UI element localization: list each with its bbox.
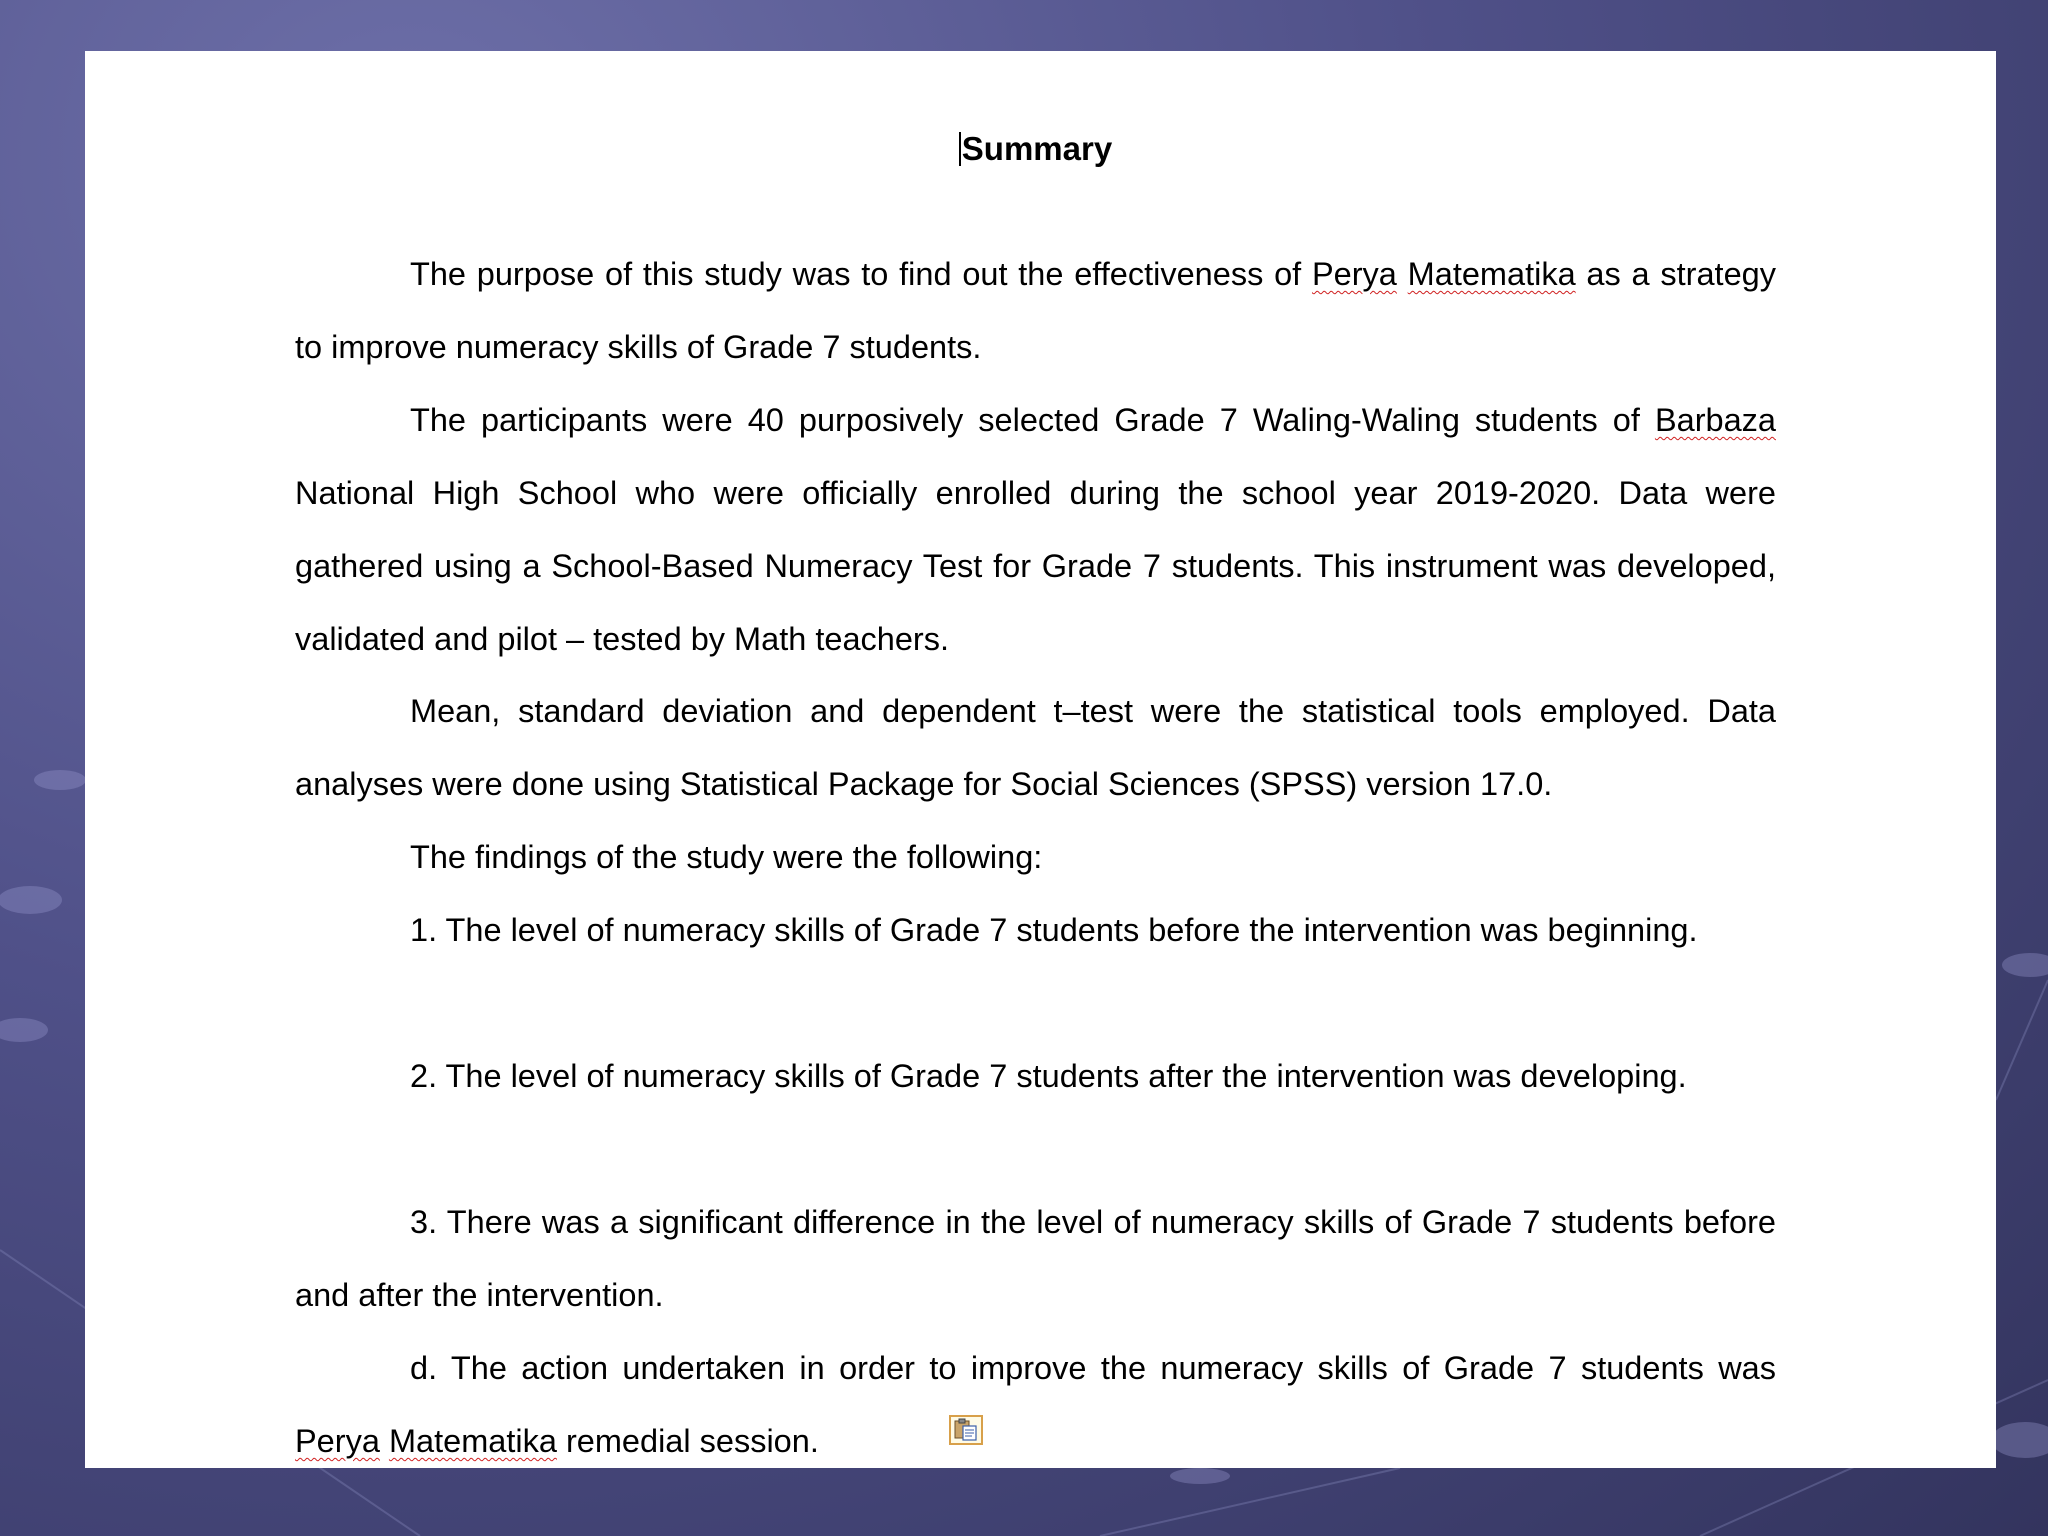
finding-d bbox=[295, 1332, 1776, 1478]
paragraph-text: 1. The level of numeracy skills of Grade 7 students before the intervention was beginning. bbox=[410, 912, 1698, 948]
finding-3 bbox=[295, 1186, 1776, 1332]
paragraph-text: 3. There was a significant difference in the level of numeracy skills of Grade 7 students before and after the intervention. bbox=[295, 1204, 1776, 1313]
clipboard-paste-icon[interactable] bbox=[949, 1415, 983, 1445]
spellcheck-word[interactable]: Perya bbox=[1311, 256, 1397, 292]
paragraph-text: 2. The level of numeracy skills of Grade 7 students after the intervention was developing. bbox=[410, 1058, 1687, 1094]
paragraph-statistical-tools bbox=[295, 675, 1776, 821]
finding-2 bbox=[295, 1040, 1776, 1113]
paragraph-participants bbox=[295, 384, 1776, 676]
clipboard-paste-icon-glyph bbox=[951, 1417, 981, 1443]
paragraph-text bbox=[1397, 256, 1408, 292]
document-title bbox=[295, 126, 1776, 172]
paragraph-text: Mean, standard deviation and dependent t–test were the statistical tools employed. Data analyses were done using Statistical Package for Social Sciences (SPSS) version 17.0. bbox=[295, 693, 1776, 802]
paragraph-text: The participants were 40 purposively selected Grade 7 Waling-Waling students of bbox=[410, 402, 1655, 438]
text-cursor bbox=[959, 132, 961, 166]
paragraph-text: as a strategy to improve numeracy skills of Grade 7 students. bbox=[295, 256, 1776, 365]
spellcheck-word[interactable]: Barbaza bbox=[1654, 402, 1776, 438]
paragraph-text: The purpose of this study was to find out the effectiveness of bbox=[410, 256, 1312, 292]
paragraph-text: d. The action undertaken in order to improve the numeracy skills of Grade 7 students was bbox=[410, 1350, 1776, 1386]
paragraph-text: The findings of the study were the following: bbox=[410, 839, 1043, 875]
paragraph-text: National High School who were officially enrolled during the school year 2019-2020. Data were gathered using a School-Based Numeracy Test for Grade 7 students. This instrument was developed, validated and pilot – tested by Math teachers. bbox=[295, 475, 1776, 657]
paragraph-text bbox=[380, 1423, 389, 1459]
spellcheck-word[interactable]: Matematika bbox=[388, 1423, 557, 1459]
spellcheck-word[interactable]: Perya bbox=[295, 1423, 380, 1459]
document-page[interactable] bbox=[85, 51, 1996, 1468]
document-title-text: Summary bbox=[961, 130, 1113, 167]
paragraph-findings-intro bbox=[295, 821, 1776, 894]
paragraph-purpose bbox=[295, 238, 1776, 384]
finding-1 bbox=[295, 894, 1776, 967]
paragraph-text: remedial session. bbox=[556, 1423, 819, 1459]
spellcheck-word[interactable]: Matematika bbox=[1407, 256, 1576, 292]
